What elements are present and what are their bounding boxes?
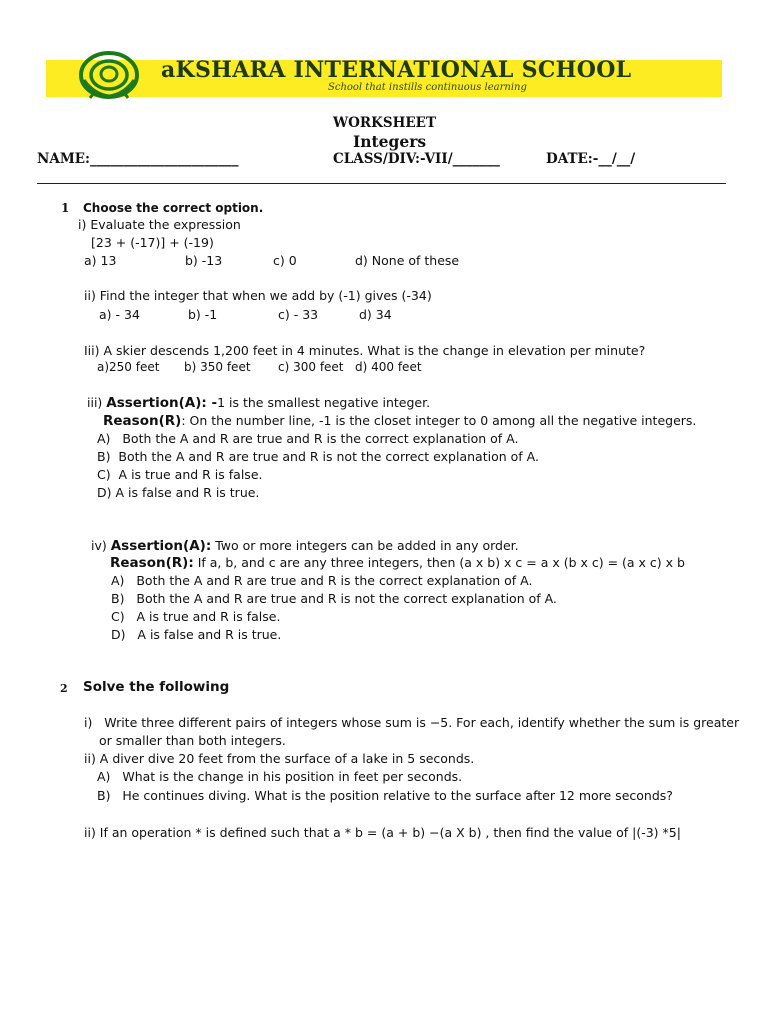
q2-number: 2 [60,682,68,695]
q2-i-line1: i) Write three different pairs of integers whose sum is −5. For each, identify whether the sum is greater [84,715,740,730]
q1-iii-reason-label: Reason(R) [103,413,182,429]
q1-i-option-a: a) 13 [84,253,117,268]
header-divider [37,183,726,184]
school-name: aKSHARA INTERNATIONAL SCHOOL [161,57,632,83]
q1-iii-prefix: iii) [87,395,103,410]
q1-iii-option-c: c) 300 feet [278,360,344,374]
q1-ii-prompt: ii) Find the integer that when we add by (-1) gives (-34) [84,288,432,303]
q1-iii-reason [103,413,696,429]
q1-iv-assertion [91,538,519,554]
q1-iv-reason-text: If a, b, and c are any three integers, then (a x b) x c = a x (b x c) = (a x c) x b [193,555,685,570]
q2-ii-choice-b: B) He continues diving. What is the position relative to the surface after 12 more seconds? [97,788,673,803]
q1-iii-assertion [87,395,430,411]
q1-iii-option-d: d) 400 feet [355,360,422,374]
q1-ii-option-b: b) -1 [188,307,218,322]
q1-iii-option-a: a)250 feet [97,360,160,374]
q1-i-option-d: d) None of these [355,253,460,268]
q1-iii-prompt: Iii) A skier descends 1,200 feet in 4 minutes. What is the change in elevation per minute? [84,343,646,358]
q2-heading: Solve the following [83,679,230,695]
rose-logo-icon [78,50,140,100]
q1-iv-assertion-text: Two or more integers can be added in any order. [211,538,519,553]
q1-iv-prefix: iv) [91,538,107,553]
q1-i-prompt: i) Evaluate the expression [78,217,241,232]
q1-iii-option-b: b) 350 feet [184,360,251,374]
q1-iii-reason-text: : On the number line, -1 is the closet integer to 0 among all the negative integers. [181,413,697,428]
q1-iv-reason-label: Reason(R): [110,555,194,571]
q1-i-option-c: c) 0 [273,253,297,268]
school-tagline: School that instills continuous learning [328,82,527,93]
q1-iii-assertion-label: Assertion(A): - [106,395,218,411]
date-field: DATE:-__/__/ [546,151,636,167]
q2-ii-prompt: ii) A diver dive 20 feet from the surface of a lake in 5 seconds. [84,751,475,766]
q1-i-option-b: b) -13 [185,253,223,268]
q2-ii-choice-a: A) What is the change in his position in feet per seconds. [97,769,463,784]
q2-i-line2: or smaller than both integers. [99,733,286,748]
q1-iii-choice-a: A) Both the A and R are true and R is the correct explanation of A. [97,431,519,446]
q2-iii-prompt: ii) If an operation * is defined such that a * b = (a + b) −(a X b) , then find the value of |(-3) *5| [84,825,681,840]
q1-number: 1 [61,201,70,215]
q1-iv-choice-d: D) A is false and R is true. [111,627,282,642]
q1-ii-option-a: a) - 34 [99,307,140,322]
q1-iv-assertion-label: Assertion(A): [110,538,212,554]
q1-iv-choice-b: B) Both the A and R are true and R is not the correct explanation of A. [111,591,557,606]
q1-ii-option-d: d) 34 [359,307,392,322]
q1-iii-choice-d: D) A is false and R is true. [97,485,260,500]
q1-i-expression: [23 + (-17)] + (-19) [91,235,214,250]
q1-iv-choice-c: C) A is true and R is false. [111,609,281,624]
subject-title: Integers [353,132,427,151]
name-field: NAME:______________________ [37,151,239,167]
q1-ii-option-c: c) - 33 [278,307,319,322]
q1-iii-choice-c: C) A is true and R is false. [97,467,263,482]
q1-iv-reason [110,555,685,571]
worksheet-title: WORKSHEET [333,115,437,131]
q1-heading: Choose the correct option. [83,201,264,215]
q1-iv-choice-a: A) Both the A and R are true and R is the correct explanation of A. [111,573,533,588]
q1-iii-choice-b: B) Both the A and R are true and R is not the correct explanation of A. [97,449,539,464]
q1-iii-assertion-text: 1 is the smallest negative integer. [217,395,431,410]
class-field: CLASS/DIV:-VII/_______ [333,151,500,167]
